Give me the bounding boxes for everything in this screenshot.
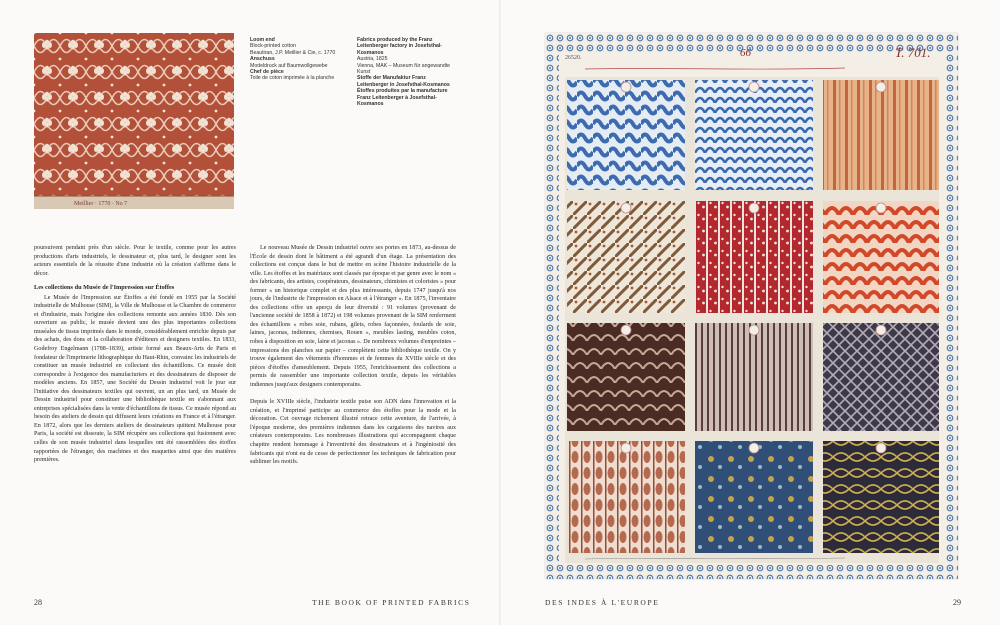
paragraph: Le nouveau Musée de Dessin industriel ouvre ses portes en 1873, au-dessus de l'École de dessin dont le bâtiment a été agrandi d'un étage. La présentation des collections est conçue dans le but de mettre en scène l'histoire industrielle de la ville. Les étoffes et les matériaux sont classés par époque et par genre avec le nom « des fabricants, des artistes, coopérateurs, dessinateurs, chimistes et coloristes » pour former « un historique complet et des plus intéressants, depuis 1747 jusqu'à nos jours, de l'industrie de l'impression en Alsace et à l'étranger ». En 1875, l'inventaire des collections offre un aperçu de leur diversité : 91 volumes (provenant de l'ancienne société de 1858 à 1872) et 198 volumes provenant de la SIM renferment des échantillons « robes soie, rubans, gilets, robes façonnées, foulards de soie, laines, jaconas, indiennes, chemises, Rouen », meubles lasting, meubles coton, robes à disposition en soie, laine et jaconas ». De nombreux volumes d'empreintes – impressions des planches sur papier – complètent cette bibliothèque textile. On y trouve également des vêtements d'hommes et de femmes du XVIIIe siècle et des pièces d'étoffes d'ameublement. Depuis 1955, l'enrichissement des collections a permis de rassembler une importante collection textile, depuis les véritables indiennes jusqu'aux designers contemporains. bbox=[250, 245, 456, 388]
running-title-right: DES INDES À L'EUROPE bbox=[545, 598, 660, 607]
sample-number-mid: 66 bbox=[740, 47, 751, 59]
running-title-left: THE BOOK OF PRINTED FABRICS bbox=[312, 598, 471, 607]
loom-end-fabric-image bbox=[34, 33, 234, 209]
paragraph: Depuis le XVIIIe siècle, l'industrie textile puise son ADN dans l'innovation et la création, et l'imprimé participe au commerce des étoffes pour la mode et la décoration. Cet ouvrage richement illustré retrace cette aventure, de l'arrivée, à l'époque moderne, des premières indiennes dans les cargaisons des navires aux créateurs contemporains. Les nombreuses illustrations qui accompagnent chaque chapitre rendent hommage à l'inventivité des dessinateurs et à l'ingéniosité des fabricants qui n'ont eu de cesse de perfectionner les techniques de fabrication pour sublimer les motifs. bbox=[250, 399, 456, 466]
caption-de-title: Anschuss bbox=[250, 56, 275, 63]
fabrics-caption bbox=[357, 37, 457, 107]
section-heading: Les collections du Musée de l'Impression sur Étoffes bbox=[34, 284, 175, 292]
body-column-left bbox=[34, 244, 236, 465]
gutter bbox=[499, 0, 501, 625]
page-number-left: 28 bbox=[34, 598, 42, 607]
body-column-right bbox=[250, 244, 456, 467]
caption-line: Beautiran, J.P. Meillier & Cie, c. 1770 bbox=[250, 49, 336, 56]
caption-de-title: Stoffe der Manufaktur Franz Leitenberger in Josefsthal-Kosmanos bbox=[357, 75, 450, 88]
svg-text:Meillier · 1770 · No 7: Meillier · 1770 · No 7 bbox=[74, 201, 128, 207]
sample-number-left: 26520. bbox=[565, 55, 582, 61]
sample-book-plate bbox=[545, 33, 958, 579]
caption-fr-line: Toile de coton imprimée à la planche bbox=[250, 75, 335, 82]
page-number-right: 29 bbox=[953, 598, 961, 607]
caption-line: Vienna, MAK – Museum für angewandte Kunst bbox=[357, 62, 451, 76]
caption-line: Block-printed cotton bbox=[250, 43, 296, 50]
caption-fr-title: Chef de pièce bbox=[250, 69, 284, 76]
loom-end-caption bbox=[250, 37, 345, 82]
caption-title: Loom end bbox=[250, 37, 275, 43]
paragraph: poursuivent pendant près d'un siècle. Pour le textile, comme pour les autres productions d'arts industriels, le dessinateur et, plus tard, le designer sont les acteurs essentiels de la réussite d'une industrie où la création s'affirme dans le décor. bbox=[34, 245, 236, 277]
caption-line: Austria, 1825 bbox=[357, 56, 388, 63]
caption-title: Fabrics produced by the Franz Leitenberger factory in Josefsthal-Kosmanos bbox=[357, 37, 443, 56]
sample-number-right: T. 701. bbox=[895, 45, 931, 60]
caption-fr-title: Étoffes produites par la manufacture Franz Leitenberger à Josefsthal-Kosmanos bbox=[357, 88, 448, 108]
caption-de-line: Modeldruck auf Baumwollgewebe bbox=[250, 62, 328, 69]
paragraph: Le Musée de l'Impression sur Étoffes a été fondé en 1955 par la Société industrielle de Mulhouse (SIM), la Ville de Mulhouse et la Chambre de commerce et d'industrie, mais l'origine des collections remonte aux années 1830. Dès son ouverture au public, le musée devient une des plus importantes collections muséales de tissus imprimés dans le monde, considérablement enrichie depuis par des achats, des dons et la collaboration d'éditeurs et designers textiles. En 1833, Godefroy Engelmann (1788–1839), artiste formé aux Beaux-Arts de Paris et fondateur de l'imprimerie lithographique du Haut-Rhin, convainc les industriels de constituer un musée industriel en collectant des échantillons. Ce musée doit correspondre à l'exigence des manufacturiers et des dessinateurs de disposer de modèles anciens. En 1857, une Société du Dessin industriel voit le jour sur l'initiative des dessinateurs textiles qui ouvrent, un an plus tard, un Musée de Dessin industriel pour constituer une bibliothèque textile en s'abonnant aux entreprises spécialisées dans la vente d'échantillons de tissus. Ce musée répond au besoin des ateliers de dessin qui diffusent leurs créations en France et à l'étranger. En 1872, alors que les derniers ateliers de dessinateurs quittent Mulhouse pour Paris, la société est dissoute, la SIM récupère ses collections qui fusionnent avec celles de son musée industriel dans lesquelles ont été rassemblées des étoffes rapportées de l'étranger, des machines et des maquettes ainsi que des matières premières. bbox=[34, 294, 236, 464]
